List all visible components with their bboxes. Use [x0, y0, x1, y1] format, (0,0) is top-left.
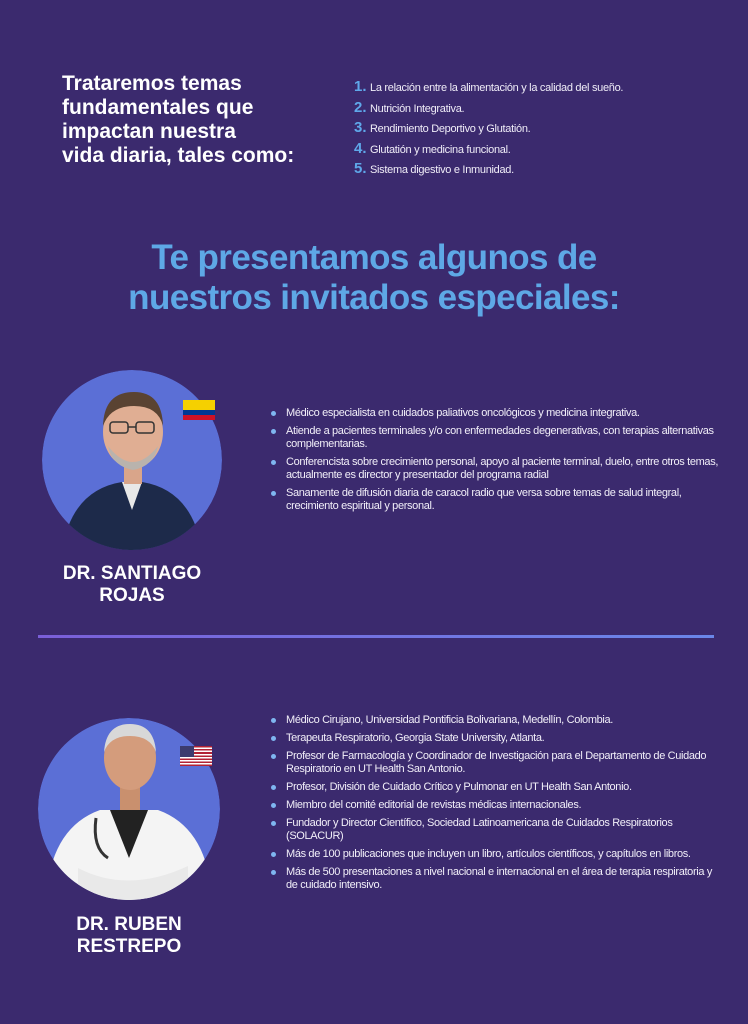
headline-line: Te presentamos algunos de: [151, 238, 597, 277]
bullet-item: Más de 500 presentaciones a nivel nacional e internacional en el área de terapia respiratoria y de cuidado intensivo.: [270, 866, 720, 892]
topic-number: 1.: [354, 78, 367, 95]
topic-text: Glutatión y medicina funcional.: [370, 143, 511, 156]
bullet-item: Fundador y Director Científico, Sociedad Latinoamericana de Cuidados Respiratorios (SOLACUR): [270, 817, 720, 843]
topic-item: [354, 78, 714, 99]
guest-name-line: DR. SANTIAGO: [62, 563, 202, 584]
bullet-item: Más de 100 publicaciones que incluyen un libro, artículos científicos, y capítulos en libros.: [270, 848, 720, 861]
colombia-flag-icon: [183, 400, 215, 420]
topic-text: Rendimiento Deportivo y Glutatión.: [370, 123, 531, 135]
guest-name-ruben: [38, 914, 220, 958]
guest-name-line: DR. RUBEN: [76, 914, 182, 935]
intro-title-line: vida diaria, tales como:: [62, 144, 295, 167]
bullet-item: Médico Cirujano, Universidad Pontificia Bolivariana, Medellín, Colombia.: [270, 714, 720, 727]
guests-headline: [0, 238, 748, 318]
intro-title-line: impactan nuestra: [62, 120, 236, 143]
intro-title-line: fundamentales que: [62, 96, 254, 119]
guest-bullets-ruben: [270, 714, 720, 897]
section-divider: [38, 635, 714, 638]
headline-line: nuestros invitados especiales:: [128, 278, 620, 317]
topic-item: [354, 160, 714, 181]
topic-text: Sistema digestivo e Inmunidad.: [370, 164, 514, 176]
bullet-item: Profesor de Farmacología y Coordinador de Investigación para el Departamento de Cuidado Respiratorio en UT Health San Antonio.: [270, 750, 720, 776]
bullet-item: Sanamente de difusión diaria de caracol radio que versa sobre temas de salud integral, crecimiento espiritual y personal.: [270, 487, 735, 513]
topics-list: [354, 78, 714, 181]
guest-name-line: RESTREPO: [76, 936, 182, 957]
topic-text: La relación entre la alimentación y la calidad del sueño.: [370, 82, 624, 94]
bullet-item: Médico especialista en cuidados paliativos oncológicos y medicina integrativa.: [270, 407, 735, 420]
bullet-item: Profesor, División de Cuidado Crítico y Pulmonar en UT Health San Antonio.: [270, 781, 720, 794]
bullet-item: Conferencista sobre crecimiento personal, apoyo al paciente terminal, duelo, entre otros temas, actualmente es director y presentador del programa radial: [270, 456, 735, 482]
topic-number: 5.: [354, 160, 367, 177]
intro-title-line: Trataremos temas: [62, 72, 242, 95]
topic-item: [354, 119, 714, 140]
guest-bullets-santiago: [270, 407, 735, 518]
intro-title: [62, 72, 352, 168]
bullet-item: Miembro del comité editorial de revistas médicas internacionales.: [270, 799, 720, 812]
topic-item: [354, 140, 714, 161]
guest-photo-santiago: [42, 370, 222, 550]
guest-name-santiago: [42, 563, 222, 607]
bullet-item: Atiende a pacientes terminales y/o con enfermedades degenerativas, con terapias alternativas complementarias.: [270, 425, 735, 451]
topic-item: [354, 99, 714, 120]
topic-number: 4.: [354, 139, 367, 157]
topic-number: 2.: [354, 98, 367, 116]
topic-text: Nutrición Integrativa.: [370, 102, 465, 115]
bullet-item: Terapeuta Respiratorio, Georgia State University, Atlanta.: [270, 732, 720, 745]
guest-name-line: ROJAS: [99, 585, 165, 606]
usa-flag-icon: [180, 746, 212, 766]
topic-number: 3.: [354, 119, 367, 136]
